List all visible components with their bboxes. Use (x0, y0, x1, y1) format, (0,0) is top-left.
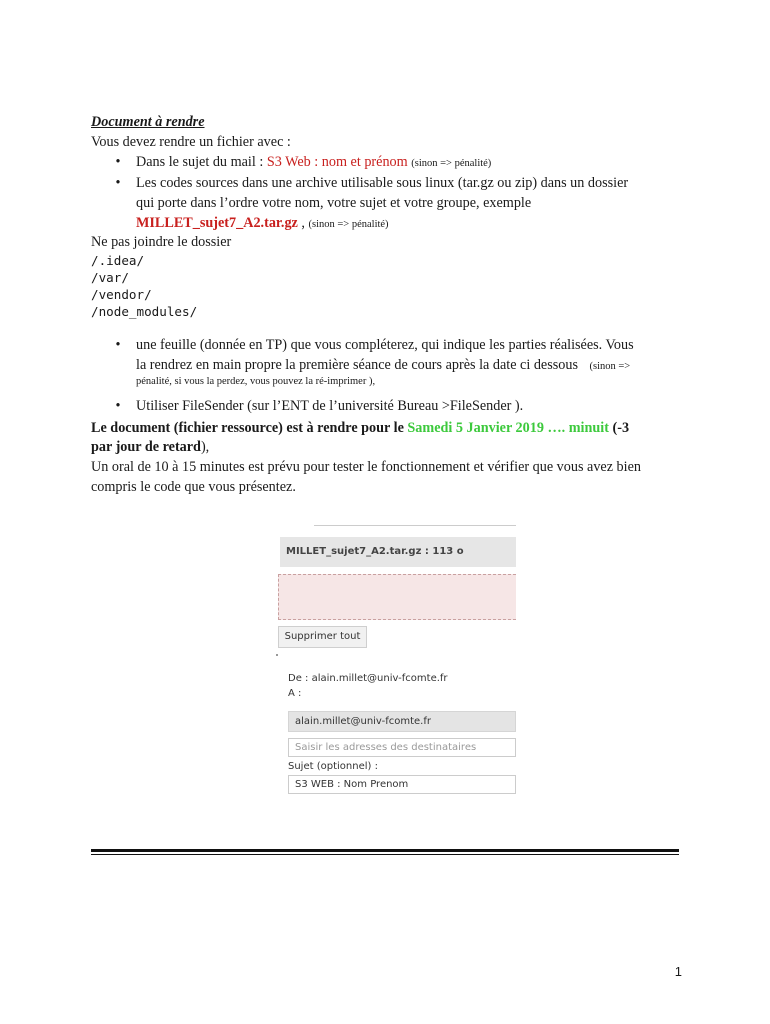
deadline-line-2 (91, 437, 209, 457)
page-number: 1 (674, 964, 682, 979)
delete-all-button[interactable]: Supprimer tout (278, 626, 367, 648)
bullet-3-line-1: une feuille (donnée en TP) que vous compléterez, qui indique les parties réalisées. Vous (136, 337, 634, 353)
intro-text: Vous devez rendre un fichier avec : (91, 134, 291, 150)
deadline-date: Samedi 5 Janvier 2019 …. minuit (407, 420, 609, 436)
filesender-screenshot (276, 522, 516, 798)
dir-node-modules: /node_modules/ (91, 304, 198, 319)
deadline-penalty: par jour de retard (91, 439, 201, 455)
document-title: Document à rendre (91, 114, 205, 130)
deadline-suffix: (-3 (608, 420, 630, 436)
penalty-note: (sinon => pénalité) (308, 219, 389, 230)
deadline-prefix: Le document (fichier ressource) est à rendre pour le (91, 420, 408, 436)
bullet-1-marker: • (115, 154, 121, 170)
penalty-note: (sinon => pénalité) (411, 158, 492, 169)
dir-idea: /.idea/ (91, 253, 145, 268)
mail-subject-format: S3 Web : nom et prénom (266, 154, 408, 170)
subject-input[interactable]: S3 WEB : Nom Prenom (288, 775, 516, 794)
dir-vendor: /vendor/ (91, 287, 152, 302)
recipients-input[interactable]: Saisir les adresses des destinataires (288, 738, 516, 757)
deadline-line-1 (91, 418, 629, 438)
archive-separator: , (297, 215, 309, 231)
deadline-end: ), (200, 439, 210, 455)
bullet-3-line-2-text: la rendrez en main propre la première séance de cours après la date ci dessous (136, 357, 578, 373)
no-join-text: Ne pas joindre le dossier (91, 234, 232, 250)
recipient-chip[interactable]: alain.millet@univ-fcomte.fr (288, 711, 516, 732)
to-label: A : (288, 688, 302, 699)
bullet-1-prefix: Dans le sujet du mail : (136, 154, 267, 170)
divider (276, 654, 278, 656)
archive-name-example: MILLET_sujet7_A2.tar.gz (136, 215, 298, 231)
bullet-2-line-1: Les codes sources dans une archive utilisable sous linux (tar.gz ou zip) dans un dossier (136, 175, 629, 191)
subject-label: Sujet (optionnel) : (288, 761, 378, 772)
footer-rule (91, 849, 679, 852)
penalty-note: (sinon => (589, 361, 631, 372)
bullet-4-text: Utiliser FileSender (sur l’ENT de l’université Bureau >FileSender ). (136, 398, 524, 414)
bullet-3-marker: • (115, 337, 121, 353)
bullet-4-marker: • (115, 398, 121, 414)
footer-rule-thin (91, 854, 679, 855)
file-entry: MILLET_sujet7_A2.tar.gz : 113 o (280, 537, 516, 567)
dir-var: /var/ (91, 270, 129, 285)
bullet-1-text (136, 152, 491, 174)
bullet-2-marker: • (115, 175, 121, 191)
oral-line-2: compris le code que vous présentez. (91, 479, 296, 495)
bullet-3-line-3: pénalité, si vous la perdez, vous pouvez la ré-imprimer ), (136, 376, 376, 387)
from-label: De : alain.millet@univ-fcomte.fr (288, 673, 448, 684)
divider (314, 525, 516, 526)
drop-zone[interactable] (278, 574, 516, 620)
oral-line-1: Un oral de 10 à 15 minutes est prévu pour tester le fonctionnement et vérifier que vous avez bien (91, 459, 641, 475)
bullet-2-line-2: qui porte dans l’ordre votre nom, votre sujet et votre groupe, exemple (136, 195, 532, 211)
